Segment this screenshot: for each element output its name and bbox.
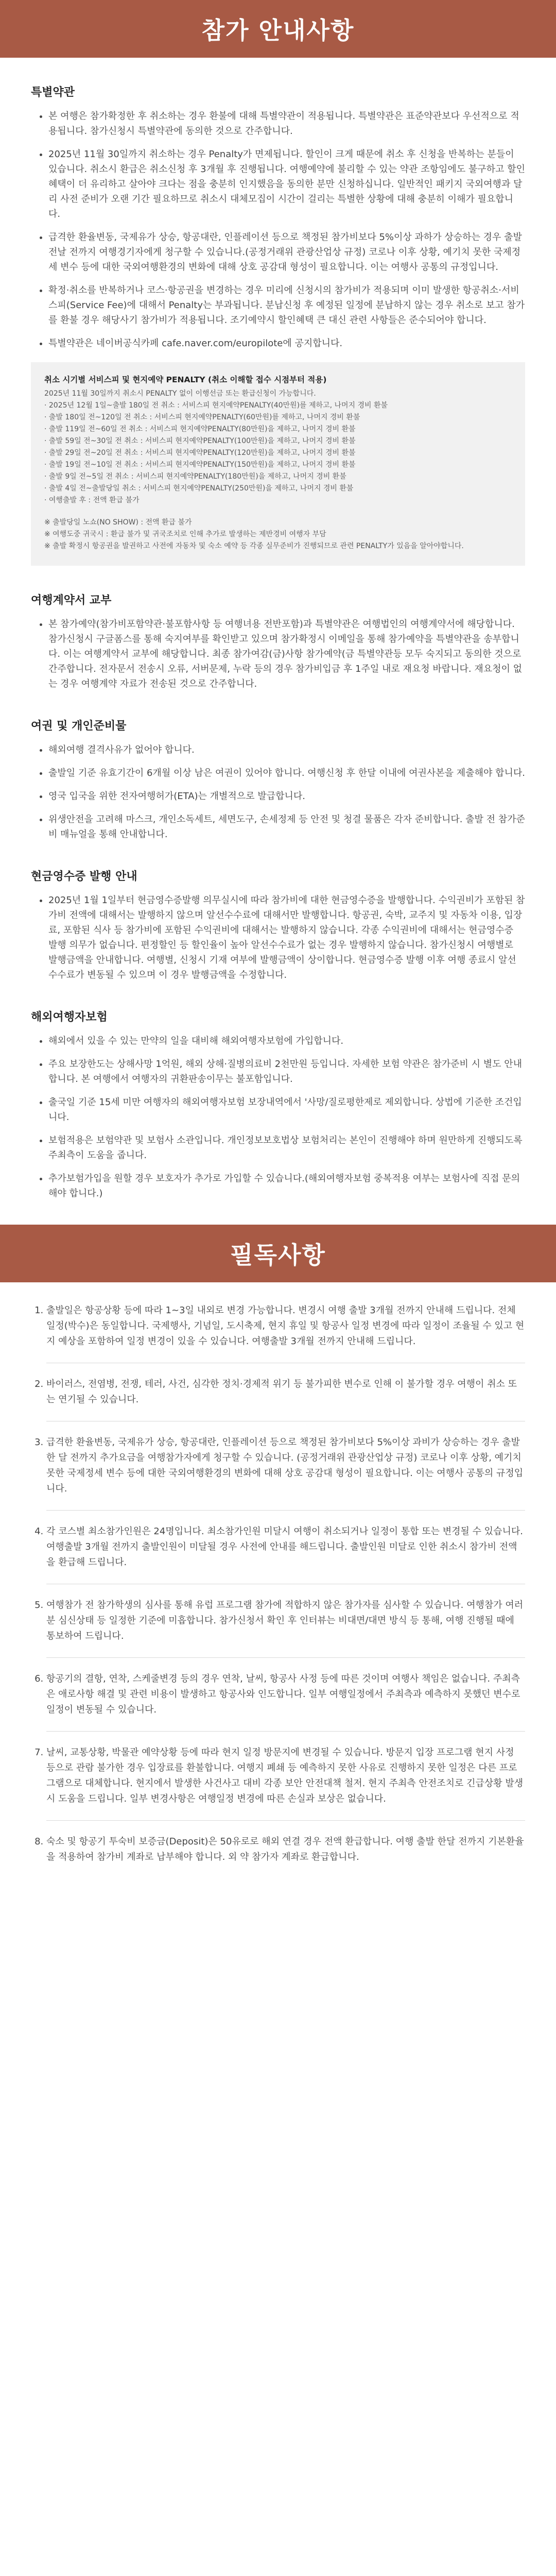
mandatory-title: 필독사항 — [230, 1241, 326, 1269]
list-item: • 보험적용은 보험약관 및 보험사 소관입니다. 개인정보보호법상 보험처리는 본인이 진행해야 하며 원만하게 진행되도록 주최측이 도움을 줍니다. — [48, 1133, 525, 1163]
contract-section — [0, 591, 556, 691]
list-item: 4. 각 코스별 최소참가인원은 24명입니다. 최소참가인원 미달시 여행이 취소되거나 일정이 통합 또는 변경될 수 있습니다. 여행출발 3개월 전까지 출발인원이 미달될 경우 사전에 안내를 해드립니다. 출발인원 미달로 인한 취소시 참가비 전액을 환급해 드립니다. — [46, 1524, 525, 1584]
receipt-list — [31, 893, 525, 982]
penalty-line: · 출발 119일 전~60일 전 취소 : 서비스피 현지예약PENALTY(80만원)을 제하고, 나머지 경비 환불 — [44, 425, 356, 433]
passport-title: 여권 및 개인준비물 — [31, 720, 127, 733]
penalty-table — [31, 362, 525, 566]
special-terms-list — [31, 109, 525, 351]
penalty-line: · 여행출발 후 : 전액 환급 불가 — [44, 496, 140, 504]
list-item: 7. 날씨, 교통상황, 박물관 예약상황 등에 따라 현지 일정 방문지에 변경될 수 있습니다. 방문지 입장 프로그램 현지 사정 등으로 관람 불가한 경우 입장료를 환불합니다. 여행지 폐쇄 등 예측하지 못한 사유로 진행하지 못한 일정은 다른 프로그램으로 대체합니다. 현지에서 발생한 사건사고 대비 각종 보안 안전대책 철저. 현지 주최측 안전조치로 긴급상황 발생시 도움을 드립니다. 일부 변경사항은 여행일정 변경에 따른 손실과 보상은 없습니다. — [46, 1745, 525, 1821]
contract-title: 여행계약서 교부 — [31, 594, 112, 607]
contract-list — [31, 617, 525, 691]
penalty-line: · 출발 180일 전~120일 전 취소 : 서비스피 현지예약PENALTY(60만원)를 제하고, 나머지 경비 환불 — [44, 413, 360, 421]
list-item: • 본 여행은 참가확정한 후 취소하는 경우 환불에 대해 특별약관이 적용됩니다. 특별약관은 표준약관보다 우선적으로 적용됩니다. 참가신청시 특별약관에 동의한 것으로 간주합니다. — [48, 109, 525, 139]
penalty-heading: 취소 시기별 서비스피 및 현지예약 PENALTY (취소 이해할 접수 시점부터 적용) — [44, 375, 327, 384]
list-item: • 출국일 기준 15세 미만 여행자의 해외여행자보험 보장내역에서 '사망/질로평한제로 제외합니다. 상법에 기준한 조건입니다. — [48, 1095, 525, 1125]
page-title: 참가 안내사항 — [201, 16, 355, 44]
list-item: • 해외에서 있을 수 있는 만약의 일을 대비해 해외여행자보험에 가입합니다. — [48, 1033, 525, 1048]
insurance-title: 해외여행자보험 — [31, 1011, 108, 1024]
list-item: • 주요 보장한도는 상해사망 1억원, 해외 상해·질병의료비 2천만원 등입니다. 자세한 보험 약관은 참가준비 시 별도 안내합니다. 본 여행에서 여행자의 귀환판송이무는 불포함입니다. — [48, 1057, 525, 1087]
penalty-line: · 출발 9일 전~5일 전 취소 : 서비스피 현지예약PENALTY(180만원)을 제하고, 나머지 경비 환불 — [44, 472, 346, 481]
penalty-line: · 출발 19일 전~10일 전 취소 : 서비스피 현지예약PENALTY(150만원)을 제하고, 나머지 경비 환불 — [44, 461, 356, 469]
list-item: • 급격한 환율변동, 국제유가 상승, 항공대란, 인플레이션 등으로 책정된 참가비보다 5%이상 과하가 상승하는 경우 출발 전날 전까지 여행경기자에게 청구할 수 있습니다.(공정거래위 관광산업상 규정) 코로나 이후 상황, 예기치 못한 국제정세 변수 등에 대한 국외여행환경의 변화에 대해 상호 공감대 형성이 필요합니다. 이는 여행사 공통의 규정입니다. — [48, 230, 525, 275]
list-item: 2. 바이러스, 전염병, 전쟁, 테러, 사건, 심각한 정치·경제적 위기 등 불가피한 변수로 인해 이 불가할 경우 여행이 취소 또는 연기될 수 있습니다. — [46, 1377, 525, 1421]
list-item: 6. 항공기의 결항, 연착, 스케줄변경 등의 경우 연착, 날씨, 항공사 사정 등에 따른 것이며 여행사 책임은 없습니다. 주최측은 애로사항 해결 및 관련 비용이 발생하고 항공사와 인도합니다. 일부 여행일정에서 주최측과 예측하지 못했던 변수로 일정이 변동될 수 있습니다. — [46, 1671, 525, 1732]
special-terms-title: 특별약관 — [31, 86, 75, 99]
receipt-section — [0, 868, 556, 982]
list-item: • 영국 입국을 위한 전자여행허가(ETA)는 개별적으로 발급합니다. — [48, 789, 525, 804]
title-banner — [0, 0, 556, 58]
special-terms-section — [0, 83, 556, 566]
list-item: 8. 숙소 및 항공기 투숙비 보증금(Deposit)은 50유로로 해외 연결 경우 전액 환급합니다. 여행 출발 한달 전까지 기본환율을 적용하여 참가비 계좌로 납부해야 합니다. 외 약 참가자 계좌로 환급합니다. — [46, 1834, 525, 1878]
list-item: • 확정·취소를 반복하거나 코스·항공권을 변경하는 경우 미리에 신청시의 참가비가 적용되며 이미 발생한 항공취소·서비스피(Service Fee)에 대해서 Penalty는 부과됩니다. 분납신청 후 예정된 일정에 분납하지 않는 경우 취소로 보고 참가를 환불 경우 해당사기 참가비가 적용됩니다. 조기예약시 할인혜택 큰 대신 관련 사항들은 준수되어야 합니다. — [48, 283, 525, 328]
receipt-title: 현금영수증 발행 안내 — [31, 870, 137, 883]
penalty-note: ※ 출발당일 노쇼(NO SHOW) : 전액 환급 불가 — [44, 518, 192, 527]
insurance-section — [0, 1008, 556, 1201]
list-item: • 2025년 1월 1일부터 현금영수증발행 의무실시에 따라 참가비에 대한 현금영수증을 발행합니다. 수익권비가 포함된 참가비 전액에 대해서는 발행하지 않으며 알선수수료에 대해서만 발행합니다. 항공권, 숙박, 교주지 및 자동차 이용, 입장료, 포함된 식사 등 참가비에 포함된 수익권비에 대해서는 발행하지 않습니다. 각종 수익권비에 대해서는 현금영수증 발행 의무가 없습니다. 편정할인 등 할인율이 높아 알선수수료가 없는 경우 발행하지 않습니다. 참가신청시 여행별로 발행금액을 안내합니다. 여행별, 신청시 기재 여부에 발행금액이 상이합니다. 현금영수증 발행 이후 여행 종료시 알선수수료가 변동될 수 있으며 이 경우 발행금액을 수정합니다. — [48, 893, 525, 982]
list-item: 1. 출발일은 항공상황 등에 따라 1~3일 내외로 변경 가능합니다. 변경시 여행 출발 3개월 전까지 안내해 드립니다. 전체 일정(박수)은 동일합니다. 국제행사, 기념일, 도시축제, 현지 휴일 및 항공사 일정 변경에 따라 일정이 조율될 수 있고 현지 예상을 포함하여 일정 변경이 있을 수 있습니다. 여행출발 3개월 전까지 안내해 드립니다. — [46, 1303, 525, 1363]
penalty-line: · 출발 29일 전~20일 전 취소 : 서비스피 현지예약PENALTY(120만원)을 제하고, 나머지 경비 환불 — [44, 449, 356, 457]
mandatory-banner — [0, 1225, 556, 1282]
list-item: • 특별약관은 네이버공식카페 cafe.naver.com/europilote에 공지합니다. — [48, 336, 525, 351]
list-item: • 출발일 기준 유효기간이 6개월 이상 남은 여권이 있어야 합니다. 여행신청 후 한달 이내에 여권사본을 제출해야 합니다. — [48, 766, 525, 781]
penalty-note: ※ 여행도중 귀국시 : 환급 불가 및 귀국조치로 인해 추가로 발생하는 제반경비 여행자 부담 — [44, 530, 326, 538]
list-item: 3. 급격한 환율변동, 국제유가 상승, 항공대란, 인플레이션 등으로 책정된 참가비보다 5%이상 과비가 상승하는 경우 출발 한 달 전까지 추가요금을 여행참가자에게 청구할 수 있습니다. (공정거래위 관광산업상 규정) 코로나 이후 상황, 예기치 못한 국제정세 변수 등에 대한 국외여행환경의 변화에 대해 상호 공감대 형성이 필요합니다. 이는 여행사 공통의 규정입니다. — [46, 1435, 525, 1511]
list-item: • 추가보험가입을 원할 경우 보호자가 추가로 가입할 수 있습니다.(해외여행자보험 중복적용 여부는 보험사에 직접 문의해야 합니다.) — [48, 1171, 525, 1201]
list-item: • 본 참가예약(참가비포함약관·불포함사항 등 여행녀용 전반포함)과 특별약관은 여행법인의 여행계약서에 해당합니다. 참가신청시 구글폼스를 통해 숙지여부를 확인받고 있으며 참가확정시 이메일을 통해 참가예약을 특별약관을 송부합니다. 이는 여행계약서 교부에 해당합니다. 최종 참가여감(금)사항 참가예약(금 특별약관등 모두 숙지되고 동의한 것으로 간주합니다. 전자문서 전송시 오류, 서버문제, 누락 등의 경우 참가비입금 후 1주일 내로 재요청 바랍니다. 재요청이 없는 경우 여행계약 자료가 전송된 것으로 간주합니다. — [48, 617, 525, 691]
list-item: • 2025년 11월 30일까지 취소하는 경우 Penalty가 면제됩니다. 할인이 크게 때문에 취소 후 신청을 반복하는 분들이 있습니다. 취소시 환급은 취소신청 후 3개월 후 진행됩니다. 여행예약에 불리할 수 있는 약관 조항임에도 불구하고 할인혜택이 더 유리하고 살아야 크다는 점을 충분히 인지했음을 동의한 분만 신청하십니다. 일반적인 패키지 국외여행과 달리 사전 준비가 오랜 기간 필요하므로 취소시 대체모집이 시간이 걸리는 특별한 상황에 대해 충분히 이해가 필요합니다. — [48, 147, 525, 222]
penalty-line: · 출발 59일 전~30일 전 취소 : 서비스피 현지예약PENALTY(100만원)을 제하고, 나머지 경비 환불 — [44, 437, 356, 445]
list-item: • 해외여행 결격사유가 없어야 합니다. — [48, 742, 525, 757]
insurance-list — [31, 1033, 525, 1201]
list-item: 5. 여행참가 전 참가학생의 심사를 통해 유럽 프로그램 참가에 적합하지 않은 참가자를 심사할 수 있습니다. 여행참가 여러분 심신상태 등 일정한 기준에 미흡합니다. 참가신청서 확인 후 인터뷰는 비대면/대면 방식 등 통해, 여행 진행될 때에 통보하여 드립니다. — [46, 1598, 525, 1658]
penalty-line: · 2025년 12월 1일~출발 180일 전 취소 : 서비스피 현지예약PENALTY(40만원)를 제하고, 나머지 경비 환불 — [44, 401, 388, 410]
penalty-note: ※ 출발 확정시 항공권을 발권하고 사전에 자동차 및 숙소 예약 등 각종 실무준비가 진행되므로 관련 PENALTY가 있음을 알아야합니다. — [44, 542, 464, 550]
penalty-line: 2025년 11월 30일까지 취소시 PENALTY 없이 이행선금 또는 환급신청이 가능합니다. — [44, 389, 316, 398]
passport-list — [31, 742, 525, 842]
penalty-line: · 출발 4일 전~출발당일 취소 : 서비스피 현지예약PENALTY(250만원)을 제하고, 나머지 경비 환불 — [44, 484, 354, 493]
mandatory-list — [0, 1282, 556, 1928]
list-item: • 위생안전을 고려해 마스크, 개인소독세트, 세면도구, 손세정제 등 안전 및 청결 물품은 각자 준비합니다. 출발 전 참가준비 매뉴얼을 통해 안내합니다. — [48, 812, 525, 842]
passport-section — [0, 717, 556, 842]
